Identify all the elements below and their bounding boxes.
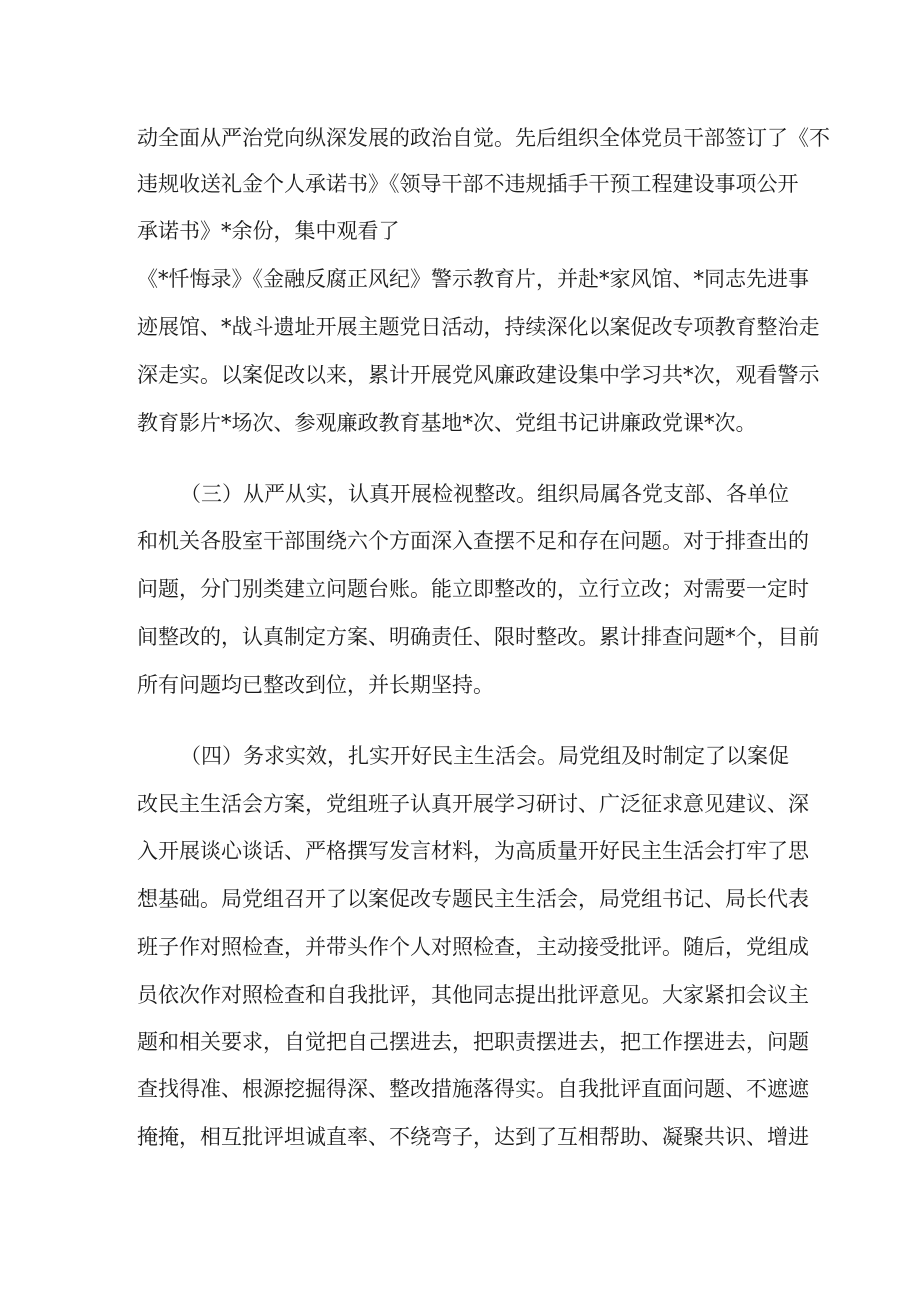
- text-line: 想基础。局党组召开了以案促改专题民主生活会，局党组书记、局长代表: [137, 887, 809, 911]
- text-line: 查找得准、根源挖掘得深、整改措施落得实。自我批评直面问题、不遮遮: [137, 1077, 809, 1101]
- text-line: 教育影片*场次、参观廉政教育基地*次、党组书记讲廉政党课*次。: [137, 411, 757, 435]
- text-line: 所有问题均已整改到位，并长期坚持。: [137, 673, 494, 697]
- section-heading-line: （三）从严从实，认真开展检视整改。组织局属各党支部、各单位: [180, 482, 789, 506]
- text-line: 违规收送礼金个人承诺书》《领导干部不违规插手干预工程建设事项公开: [137, 172, 799, 196]
- text-line: 间整改的，认真制定方案、明确责任、限时整改。累计排查问题*个，目前: [137, 625, 820, 649]
- text-line: 入开展谈心谈话、严格撰写发言材料，为高质量开好民主生活会打牢了思: [137, 839, 809, 863]
- text-line: 改民主生活会方案，党组班子认真开展学习研讨、广泛征求意见建议、深: [137, 792, 809, 816]
- text-line: 《*忏悔录》《金融反腐正风纪》警示教育片，并赴*家风馆、*同志先进事: [137, 267, 809, 291]
- text-line: 问题，分门别类建立问题台账。能立即整改的，立行立改；对需要一定时: [137, 577, 809, 601]
- text-line: 动全面从严治党向纵深发展的政治自觉。先后组织全体党员干部签订了《不: [137, 126, 830, 150]
- text-line: 班子作对照检查，并带头作个人对照检查，主动接受批评。随后，党组成: [137, 935, 809, 959]
- text-line: 承诺书》*余份，集中观看了: [137, 219, 400, 243]
- text-line: 迹展馆、*战斗遗址开展主题党日活动，持续深化以案促改专项教育整治走: [137, 315, 820, 339]
- text-line: 掩掩，相互批评坦诚直率、不绕弯子，达到了互相帮助、凝聚共识、增进: [137, 1125, 809, 1149]
- text-line: 和机关各股室干部围绕六个方面深入查摆不足和存在问题。对于排查出的: [137, 529, 809, 553]
- text-line: 员依次作对照检查和自我批评，其他同志提出批评意见。大家紧扣会议主: [137, 983, 809, 1007]
- text-line: 深走实。以案促改以来，累计开展党风廉政建设集中学习共*次，观看警示: [137, 363, 820, 387]
- text-line: 题和相关要求，自觉把自己摆进去，把职责摆进去，把工作摆进去，问题: [137, 1030, 809, 1054]
- section-heading-line: （四）务求实效，扎实开好民主生活会。局党组及时制定了以案促: [180, 744, 789, 768]
